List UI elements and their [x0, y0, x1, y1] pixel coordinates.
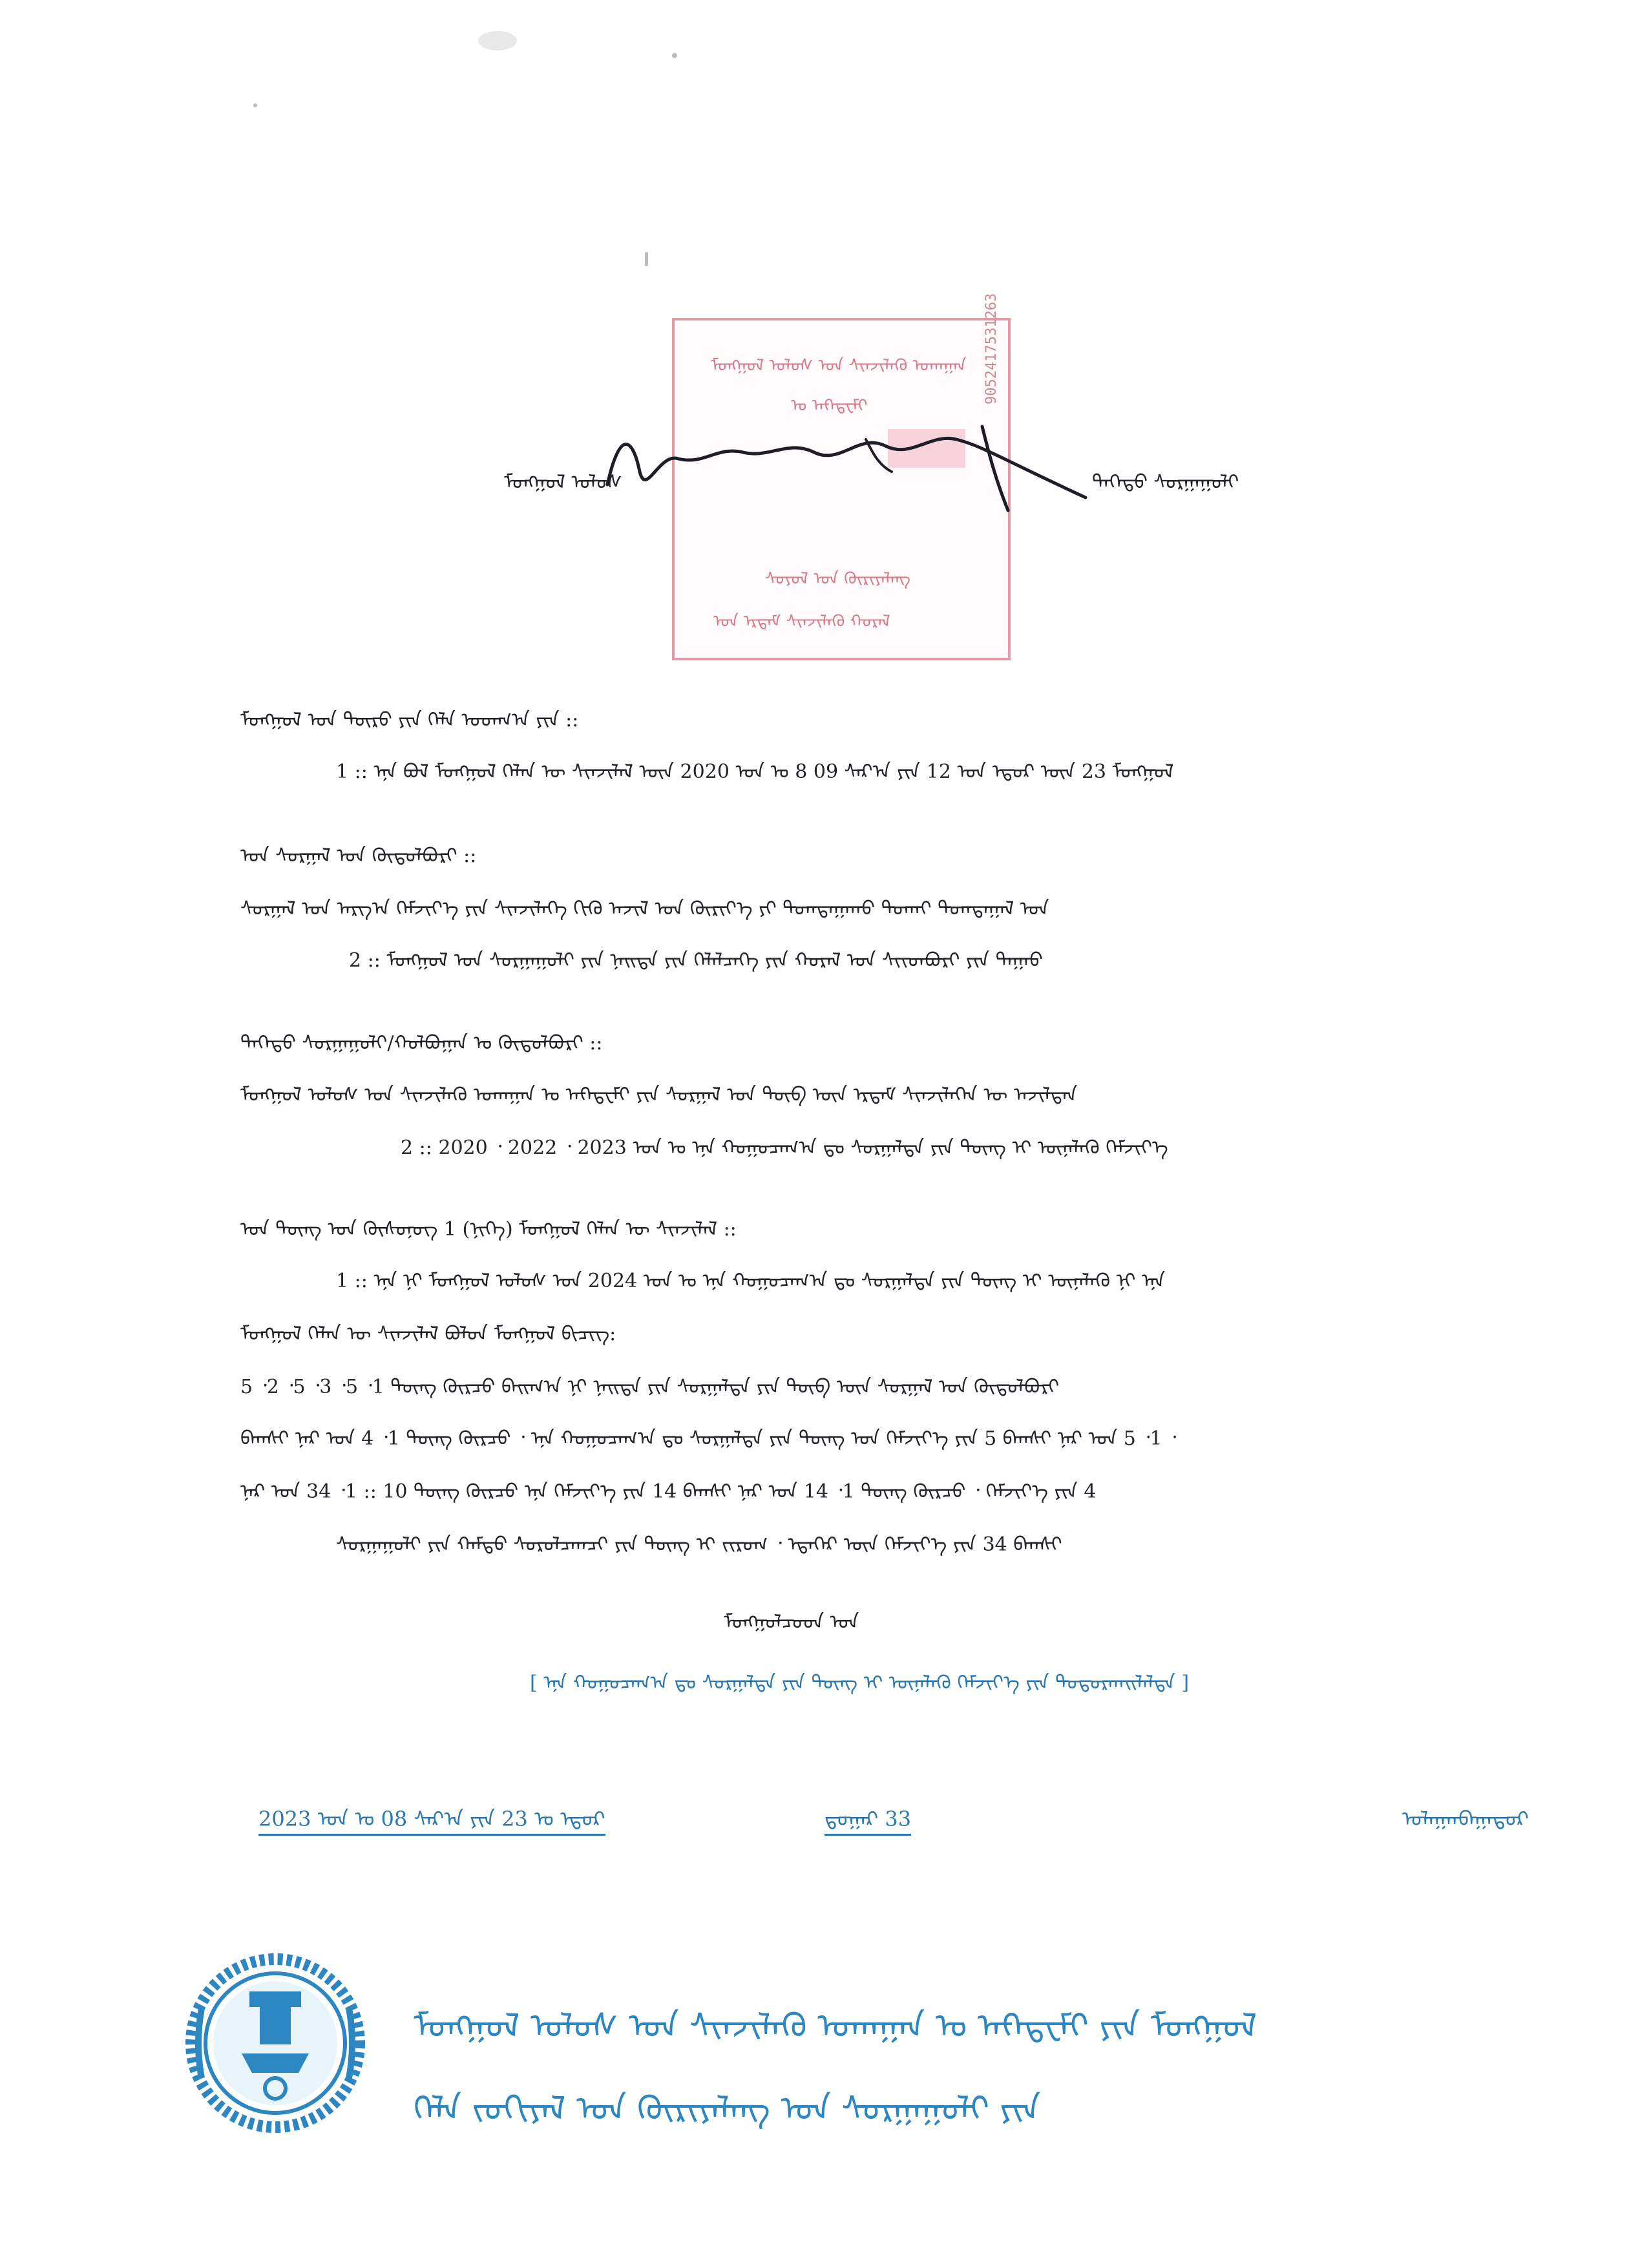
section-2-heading: ᠤᠨ ᠰᠤᠷᠭᠠᠯ ᠤᠨ ᠬᠥᠲᠦᠯᠪᠦᠷᠢ :: [240, 845, 477, 867]
academy-logo-icon [182, 1950, 368, 2136]
seal-number: 9052417531263 [983, 293, 1000, 404]
section-1-heading: ᠮᠣᠩᠭᠣᠯ ᠤᠨ ᠲᠥᠷᠦ ᠶᠢᠨ ᠬᠡᠯᠡ ᠤᠳᠬ᠎ᠠ ᠶᠢᠨ :: [240, 709, 579, 731]
section-4-line-2: ᠮᠣᠩᠭᠣᠯ ᠬᠡᠯᠡᠨ ᠦ ᠰᠢᠨᠵᠢᠯᠡᠯ ᠪᠣᠯᠤᠨ ᠮᠣᠩᠭᠣᠯ ᠪᠢᠴᠢᠭ: [240, 1323, 616, 1345]
section-3-heading: ᠳᠡᠭᠡᠳᠦ ᠰᠤᠷᠭᠠᠭᠤᠯᠢ/ᠬᠣᠯᠪᠣᠭᠠᠨ ᠤ ᠬᠥᠲᠦᠯᠪᠦᠷᠢ :: [240, 1032, 603, 1055]
closing-note: [ ᠡᠨᠡ ᠬᠤᠭᠤᠴᠠᠭ᠎ᠠ ᠳᠤ ᠰᠤᠷᠭᠠᠯᠲᠠ ᠶᠢᠨ ᠳᠦᠩ ᠢ ᠦᠨᠡᠯᠡᠬᠦ ᠬᠡᠮᠵᠢᠶ᠎ᠡ ᠶᠢᠨ ᠲᠣᠳᠣᠷᠬᠠᠢᠯᠠᠯᠲᠠ ] [530, 1672, 1190, 1694]
section-2-line-1: ᠰᠤᠷᠭᠠᠯ ᠤᠨ ᠠᠷᠭ᠎ᠠ ᠬᠡᠮᠵᠢᠶ᠎ᠡ ᠶᠢᠨ ᠰᠢᠨᠵᠢᠯᠡᠭᠡ ᠬᠢᠬᠦ ᠠᠵᠢᠯ ᠤᠨ ᠬᠦᠷᠢᠶ᠎ᠡ ᠶᠢ ᠲᠣᠭᠲᠠᠭᠠᠬᠤ ᠲᠤᠬᠠᠢ ᠲᠣᠭᠲᠠᠭᠠᠯ ᠤᠨ [240, 898, 1049, 920]
section-4-line-5: ᠨᠠᠷ ᠤᠨ 34 ᠂1 :: 10 ᠳᠦᠩ ᠬᠦᠷᠴᠦ ᠡᠨᠡ ᠬᠡᠮᠵᠢᠶ᠎ᠡ ᠶᠢᠨ 14 ᠪᠠᠭᠰᠢ ᠨᠠᠷ ᠤᠨ 14 ᠂1 ᠳᠦᠩ ᠬᠦᠷᠴᠦ ᠂ ᠬᠡᠮᠵᠢᠶ᠎ᠡ ᠶᠢᠨ 4 [240, 1480, 1097, 1503]
section-2-line-2: 2 :: ᠮᠣᠩᠭᠣᠯ ᠤᠨ ᠰᠤᠷᠭᠠᠭᠤᠯᠢ ᠶᠢᠨ ᠨᠡᠢᠲᠡ ᠶᠢᠨ ᠬᠡᠯᠡᠯᠴᠡᠭᠡ ᠶᠢᠨ ᠬᠤᠷᠠᠯ ᠤᠨ ᠰᠢᠢᠳᠪᠦᠷᠢ ᠶᠢᠨ ᠳᠠᠭᠠᠤ [349, 949, 1043, 972]
section-4-heading: ᠤᠨ ᠳᠦᠩ ᠤᠨ ᠬᠦᠰᠦᠨᠦᠭ 1 (ᠨᠢᠭᠡ) ᠮᠣᠩᠭᠣᠯ ᠬᠡᠯᠡᠨ ᠦ ᠰᠢᠨᠵᠢᠯᠡᠯ :: [240, 1218, 737, 1241]
signature-block-title: ᠮᠣᠩᠭᠣᠯᠴᠤᠳ ᠤᠨ [724, 1611, 859, 1633]
handwritten-signature [594, 414, 1098, 523]
seal-line-1: ᠮᠣᠩᠭᠣᠯ ᠤᠯᠤᠰ ᠤᠨ ᠰᠢᠨᠵᠢᠯᠡᠬᠦ ᠤᠬᠠᠭᠠᠨ [711, 356, 967, 375]
footer-institution-line-2: ᠬᠡᠯᠡ ᠵᠣᠬᠢᠶᠠᠯ ᠤᠨ ᠬᠦᠷᠢᠶᠡᠯᠡᠩ ᠤᠨ ᠰᠤᠷᠭᠠᠭᠤᠯᠢ ᠶᠢᠨ [414, 2090, 1041, 2128]
section-4-line-3: 5 ᠂2 ᠂5 ᠂3 ᠂5 ᠂1 ᠳᠦᠩ ᠬᠦᠷᠴᠦ ᠪᠠᠢᠭ᠎ᠠ ᠨᠢ ᠨᠡᠢᠲᠡ ᠶᠢᠨ ᠰᠤᠷᠭᠠᠯᠲᠠ ᠶᠢᠨ ᠲᠥᠪ ᠦᠨ ᠰᠤᠷᠭᠠᠯ ᠤᠨ ᠬᠥᠲᠦᠯᠪᠦᠷᠢ [240, 1376, 1060, 1398]
document-place: ᠤᠯᠠᠭᠠᠨᠪᠠᠭᠠᠲᠤᠷ [1402, 1807, 1529, 1831]
section-4-line-4: ᠪᠠᠭᠰᠢ ᠨᠠᠷ ᠤᠨ 4 ᠂1 ᠳᠦᠩ ᠬᠦᠷᠴᠦ ᠂ ᠡᠨᠡ ᠬᠤᠭᠤᠴᠠᠭ᠎ᠠ ᠳᠤ ᠰᠤᠷᠭᠠᠯᠲᠠ ᠶᠢᠨ ᠳᠦᠩ ᠤᠨ ᠬᠡᠮᠵᠢᠶ᠎ᠡ ᠶᠢᠨ 5 ᠪᠠᠭᠰᠢ ᠨᠠᠷ ᠤᠨ 5 ᠂1 ᠂ [240, 1427, 1177, 1450]
scan-speck [645, 252, 648, 266]
seal-line-4: ᠤᠨ ᠡᠷᠳᠡᠮ ᠰᠢᠨᠵᠢᠯᠡᠬᠦ ᠬᠤᠷᠠᠯ [713, 612, 890, 631]
scan-speck [253, 103, 257, 107]
scan-speck [672, 53, 677, 58]
seal-line-2: ᠤ ᠠᠻᠠᠳ᠋ᠧᠮᠢ [791, 396, 868, 415]
document-date: 2023 ᠣᠨ ᠤ 08 ᠰᠠᠷ᠎ᠠ ᠶᠢᠨ 23 ᠤ ᠡᠳᠦᠷ [258, 1796, 605, 1836]
seal-line-3: ᠰᠣᠶᠣᠯ ᠤᠨ ᠬᠦᠷᠢᠶᠡᠯᠡᠩ [765, 569, 911, 589]
section-3-line-1: ᠮᠣᠩᠭᠣᠯ ᠤᠯᠤᠰ ᠤᠨ ᠰᠢᠨᠵᠢᠯᠡᠬᠦ ᠤᠬᠠᠭᠠᠨ ᠤ ᠠᠻᠠᠳ᠋ᠧᠮᠢ ᠶᠢᠨ ᠰᠤᠷᠭᠠᠯ ᠤᠨ ᠲᠥᠪ ᠦᠨ ᠡᠷᠳᠡᠮ ᠰᠢᠨᠵᠢᠯᠡᠭᠡᠨ ᠦ ᠠᠵᠢᠯᠲᠠᠨ [240, 1084, 1078, 1106]
scan-speck [478, 31, 517, 50]
section-4-line-1: 1 :: ᠡᠨᠡ ᠨᠢ ᠮᠣᠩᠭᠣᠯ ᠤᠯᠤᠰ ᠤᠨ 2024 ᠣᠨ ᠤ ᠡᠨᠡ ᠬᠤᠭᠤᠴᠠᠭ᠎ᠠ ᠳᠤ ᠰᠤᠷᠭᠠᠯᠲᠠ ᠶᠢᠨ ᠳᠦᠩ ᠢ ᠦᠨᠡᠯᠡᠬᠦ ᠨᠢ ᠡᠨᠡ [336, 1270, 1166, 1292]
footer-institution-line-1: ᠮᠣᠩᠭᠣᠯ ᠤᠯᠤᠰ ᠤᠨ ᠰᠢᠨᠵᠢᠯᠡᠬᠦ ᠤᠬᠠᠭᠠᠨ ᠤ ᠠᠻᠠᠳ᠋ᠧᠮᠢ ᠶᠢᠨ ᠮᠣᠩᠭᠣᠯ [414, 2007, 1257, 2046]
addressee-right: ᠳᠡᠭᠡᠳᠦ ᠰᠤᠷᠭᠠᠭᠤᠯᠢ [1092, 471, 1239, 494]
section-4-line-6: ᠰᠤᠷᠭᠠᠭᠤᠯᠢ ᠶᠢᠨ ᠬᠠᠮᠲᠤ ᠰᠤᠷᠤᠯᠴᠠᠭᠴᠢ ᠶᠢᠨ ᠳᠦᠩ ᠢ ᠵᠢᠷᠤᠭ ᠂ ᠡᠳᠡᠭᠡᠷ ᠦᠨ ᠬᠡᠮᠵᠢᠶ᠎ᠡ ᠶᠢᠨ 34 ᠪᠠᠭᠰᠢ [336, 1533, 1062, 1556]
section-1-line-1: 1 :: ᠡᠨᠡ ᠪᠣᠯ ᠮᠣᠩᠭᠣᠯ ᠬᠡᠯᠡᠨ ᠦ ᠰᠢᠨᠵᠢᠯᠡᠯ ᠦᠨ 2020 ᠣᠨ ᠤ 8 09 ᠰᠠᠷ᠎ᠠ ᠶᠢᠨ 12 ᠤᠨ ᠡᠳᠦᠷ ᠦᠨ 23 ᠮᠣᠩᠭᠣᠯ [336, 761, 1174, 783]
section-3-line-2: 2 :: 2020 ᠂ 2022 ᠂ 2023 ᠣᠨ ᠤ ᠡᠨᠡ ᠬᠤᠭᠤᠴᠠᠭ᠎ᠠ ᠳᠤ ᠰᠤᠷᠭᠠᠯᠲᠠ ᠶᠢᠨ ᠳᠦᠩ ᠢ ᠦᠨᠡᠯᠡᠬᠦ ᠬᠡᠮᠵᠢᠶ᠎ᠡ [401, 1137, 1168, 1159]
addressee-left: ᠮᠣᠩᠭᠣᠯ ᠤᠯᠤᠰ [504, 471, 622, 494]
document-number: ᠳ᠋ᠤᠭᠠᠷ 33 [824, 1796, 911, 1836]
